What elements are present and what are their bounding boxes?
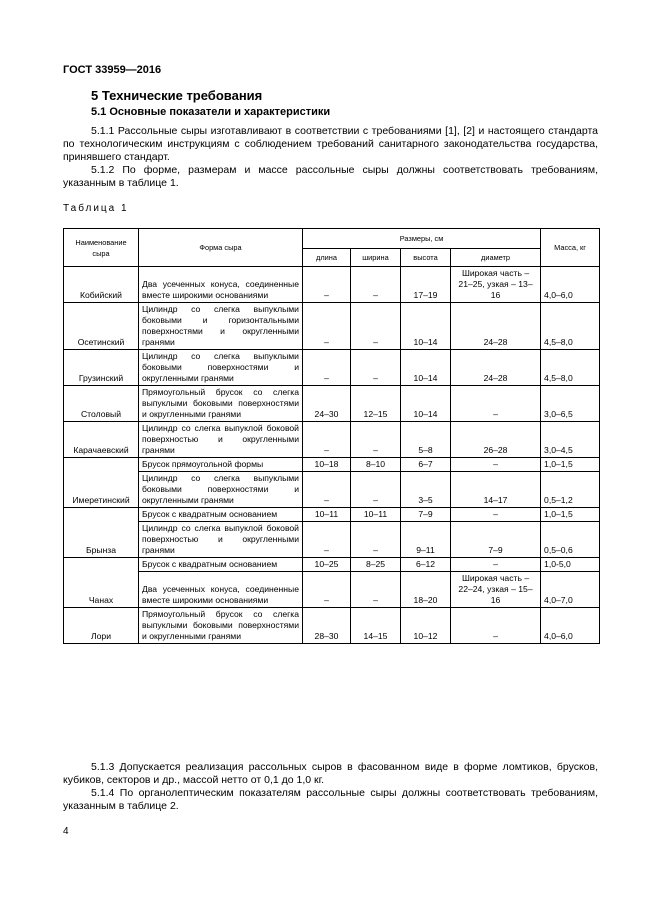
height-cell: 7–9 bbox=[401, 508, 451, 522]
width-cell: 14–15 bbox=[351, 608, 401, 644]
paragraph-5-1-3: 5.1.3 Допускается реализация рассольных сыров в фасованном виде в форме ломтиков, брусков, кубиков, секторов и др., массой нетто от 0,1 до 1,0 кг. bbox=[63, 761, 598, 786]
height-cell: 17–19 bbox=[401, 267, 451, 303]
cheese-dimensions-table bbox=[63, 228, 600, 644]
width-cell: – bbox=[351, 350, 401, 386]
subsection-title: 5.1 Основные показатели и характеристики bbox=[91, 106, 331, 118]
header-shape: Форма сыра bbox=[139, 229, 303, 267]
length-cell: 10–11 bbox=[303, 508, 351, 522]
height-cell: 18–20 bbox=[401, 572, 451, 608]
diameter-cell: 7–9 bbox=[451, 522, 541, 558]
table-row bbox=[64, 508, 600, 522]
diameter-cell: – bbox=[451, 558, 541, 572]
paragraph-5-1-4: 5.1.4 По органолептическим показателям рассольные сыры должны соответствовать требованиям, указанным в таблице 2. bbox=[63, 787, 598, 812]
mass-cell: 3,0–6,5 bbox=[541, 386, 600, 422]
mass-cell: 1,0-5,0 bbox=[541, 558, 600, 572]
height-cell: 10–14 bbox=[401, 350, 451, 386]
page-number: 4 bbox=[63, 826, 69, 837]
width-cell: – bbox=[351, 303, 401, 350]
height-cell: 10–14 bbox=[401, 386, 451, 422]
cheese-name-cell: Осетинский bbox=[64, 303, 139, 350]
section-title: 5 Технические требования bbox=[91, 88, 263, 103]
mass-cell: 1,0–1,5 bbox=[541, 508, 600, 522]
diameter-cell: Широкая часть – 21–25, узкая – 13–16 bbox=[451, 267, 541, 303]
mass-cell: 4,0–6,0 bbox=[541, 267, 600, 303]
cheese-shape-cell: Брусок с квадратным основанием bbox=[139, 558, 303, 572]
height-cell: 10–14 bbox=[401, 303, 451, 350]
standard-number: ГОСТ 33959—2016 bbox=[63, 64, 162, 76]
paragraph-5-1-1: 5.1.1 Рассольные сыры изготавливают в соответствии с требованиями [1], [2] и настоящего стандарта по технологическим инструкциям с соблюдением требований санитарного законодательства государства, принявшего стандарт. bbox=[63, 125, 598, 163]
cheese-name-cell: Лори bbox=[64, 608, 139, 644]
width-cell: – bbox=[351, 422, 401, 458]
header-length: длина bbox=[303, 249, 351, 267]
length-cell: – bbox=[303, 572, 351, 608]
table-caption: Таблица 1 bbox=[63, 203, 129, 214]
cheese-shape-cell: Прямоугольный брусок со слегка выпуклыми боковыми поверхностями и округленными гранями bbox=[139, 386, 303, 422]
length-cell: 24–30 bbox=[303, 386, 351, 422]
mass-cell: 0,5–0,6 bbox=[541, 522, 600, 558]
table-row bbox=[64, 472, 600, 508]
cheese-shape-cell: Цилиндр со слегка выпуклыми боковыми поверхностями и округленными гранями bbox=[139, 472, 303, 508]
table-row bbox=[64, 558, 600, 572]
width-cell: 8–10 bbox=[351, 458, 401, 472]
cheese-shape-cell: Два усеченных конуса, соединенные вместе широкими основаниями bbox=[139, 267, 303, 303]
length-cell: – bbox=[303, 422, 351, 458]
cheese-name-cell: Грузинский bbox=[64, 350, 139, 386]
diameter-cell: – bbox=[451, 386, 541, 422]
table-row bbox=[64, 608, 600, 644]
table-row bbox=[64, 386, 600, 422]
length-cell: 28–30 bbox=[303, 608, 351, 644]
diameter-cell: – bbox=[451, 508, 541, 522]
length-cell: – bbox=[303, 472, 351, 508]
length-cell: – bbox=[303, 522, 351, 558]
diameter-cell: 24–28 bbox=[451, 303, 541, 350]
cheese-shape-cell: Брусок с квадратным основанием bbox=[139, 508, 303, 522]
height-cell: 10–12 bbox=[401, 608, 451, 644]
cheese-shape-cell: Брусок прямоугольной формы bbox=[139, 458, 303, 472]
length-cell: – bbox=[303, 267, 351, 303]
mass-cell: 1,0–1,5 bbox=[541, 458, 600, 472]
height-cell: 6–12 bbox=[401, 558, 451, 572]
cheese-shape-cell: Прямоугольный брусок со слегка выпуклыми боковыми поверхностями и округленными гранями bbox=[139, 608, 303, 644]
header-name: Наименование сыра bbox=[64, 229, 139, 267]
cheese-name-cell: Столовый bbox=[64, 386, 139, 422]
width-cell: – bbox=[351, 522, 401, 558]
width-cell: – bbox=[351, 267, 401, 303]
cheese-name-cell: Чанах bbox=[64, 558, 139, 608]
width-cell: 10–11 bbox=[351, 508, 401, 522]
length-cell: – bbox=[303, 303, 351, 350]
header-diameter: диаметр bbox=[451, 249, 541, 267]
cheese-shape-cell: Цилиндр со слегка выпуклыми боковыми и горизонтальными поверхностями и округленными гранями bbox=[139, 303, 303, 350]
paragraph-5-1-2: 5.1.2 По форме, размерам и массе рассольные сыры должны соответствовать требованиям, указанным в таблице 1. bbox=[63, 164, 598, 189]
table-row bbox=[64, 458, 600, 472]
cheese-name-cell: Брынза bbox=[64, 508, 139, 558]
cheese-shape-cell: Цилиндр со слегка выпуклой боковой поверхностью и округленными гранями bbox=[139, 422, 303, 458]
table-row bbox=[64, 350, 600, 386]
width-cell: – bbox=[351, 572, 401, 608]
cheese-shape-cell: Два усеченных конуса, соединенные вместе широкими основаниями bbox=[139, 572, 303, 608]
diameter-cell: 24–28 bbox=[451, 350, 541, 386]
height-cell: 3–5 bbox=[401, 472, 451, 508]
length-cell: – bbox=[303, 350, 351, 386]
diameter-cell: – bbox=[451, 608, 541, 644]
cheese-name-cell: Карачаевский bbox=[64, 422, 139, 458]
mass-cell: 4,5–8,0 bbox=[541, 350, 600, 386]
mass-cell: 0,5–1,2 bbox=[541, 472, 600, 508]
width-cell: – bbox=[351, 472, 401, 508]
header-mass: Масса, кг bbox=[541, 229, 600, 267]
header-sizes: Размеры, см bbox=[303, 229, 541, 249]
width-cell: 12–15 bbox=[351, 386, 401, 422]
height-cell: 5–8 bbox=[401, 422, 451, 458]
width-cell: 8–25 bbox=[351, 558, 401, 572]
header-height: высота bbox=[401, 249, 451, 267]
header-width: ширина bbox=[351, 249, 401, 267]
table-row bbox=[64, 522, 600, 558]
mass-cell: 4,0–6,0 bbox=[541, 608, 600, 644]
mass-cell: 3,0–4,5 bbox=[541, 422, 600, 458]
length-cell: 10–25 bbox=[303, 558, 351, 572]
cheese-name-cell: Имеретинский bbox=[64, 458, 139, 508]
table-row bbox=[64, 267, 600, 303]
height-cell: 9–11 bbox=[401, 522, 451, 558]
mass-cell: 4,5–8,0 bbox=[541, 303, 600, 350]
height-cell: 6–7 bbox=[401, 458, 451, 472]
mass-cell: 4,0–7,0 bbox=[541, 572, 600, 608]
table-row bbox=[64, 303, 600, 350]
diameter-cell: – bbox=[451, 458, 541, 472]
diameter-cell: Широкая часть – 22–24, узкая – 15–16 bbox=[451, 572, 541, 608]
table-row bbox=[64, 422, 600, 458]
length-cell: 10–18 bbox=[303, 458, 351, 472]
diameter-cell: 14–17 bbox=[451, 472, 541, 508]
cheese-name-cell: Кобийский bbox=[64, 267, 139, 303]
diameter-cell: 26–28 bbox=[451, 422, 541, 458]
cheese-shape-cell: Цилиндр со слегка выпуклой боковой поверхностью и округленными гранями bbox=[139, 522, 303, 558]
cheese-shape-cell: Цилиндр со слегка выпуклыми боковыми поверхностями и округленными гранями bbox=[139, 350, 303, 386]
table-row bbox=[64, 572, 600, 608]
